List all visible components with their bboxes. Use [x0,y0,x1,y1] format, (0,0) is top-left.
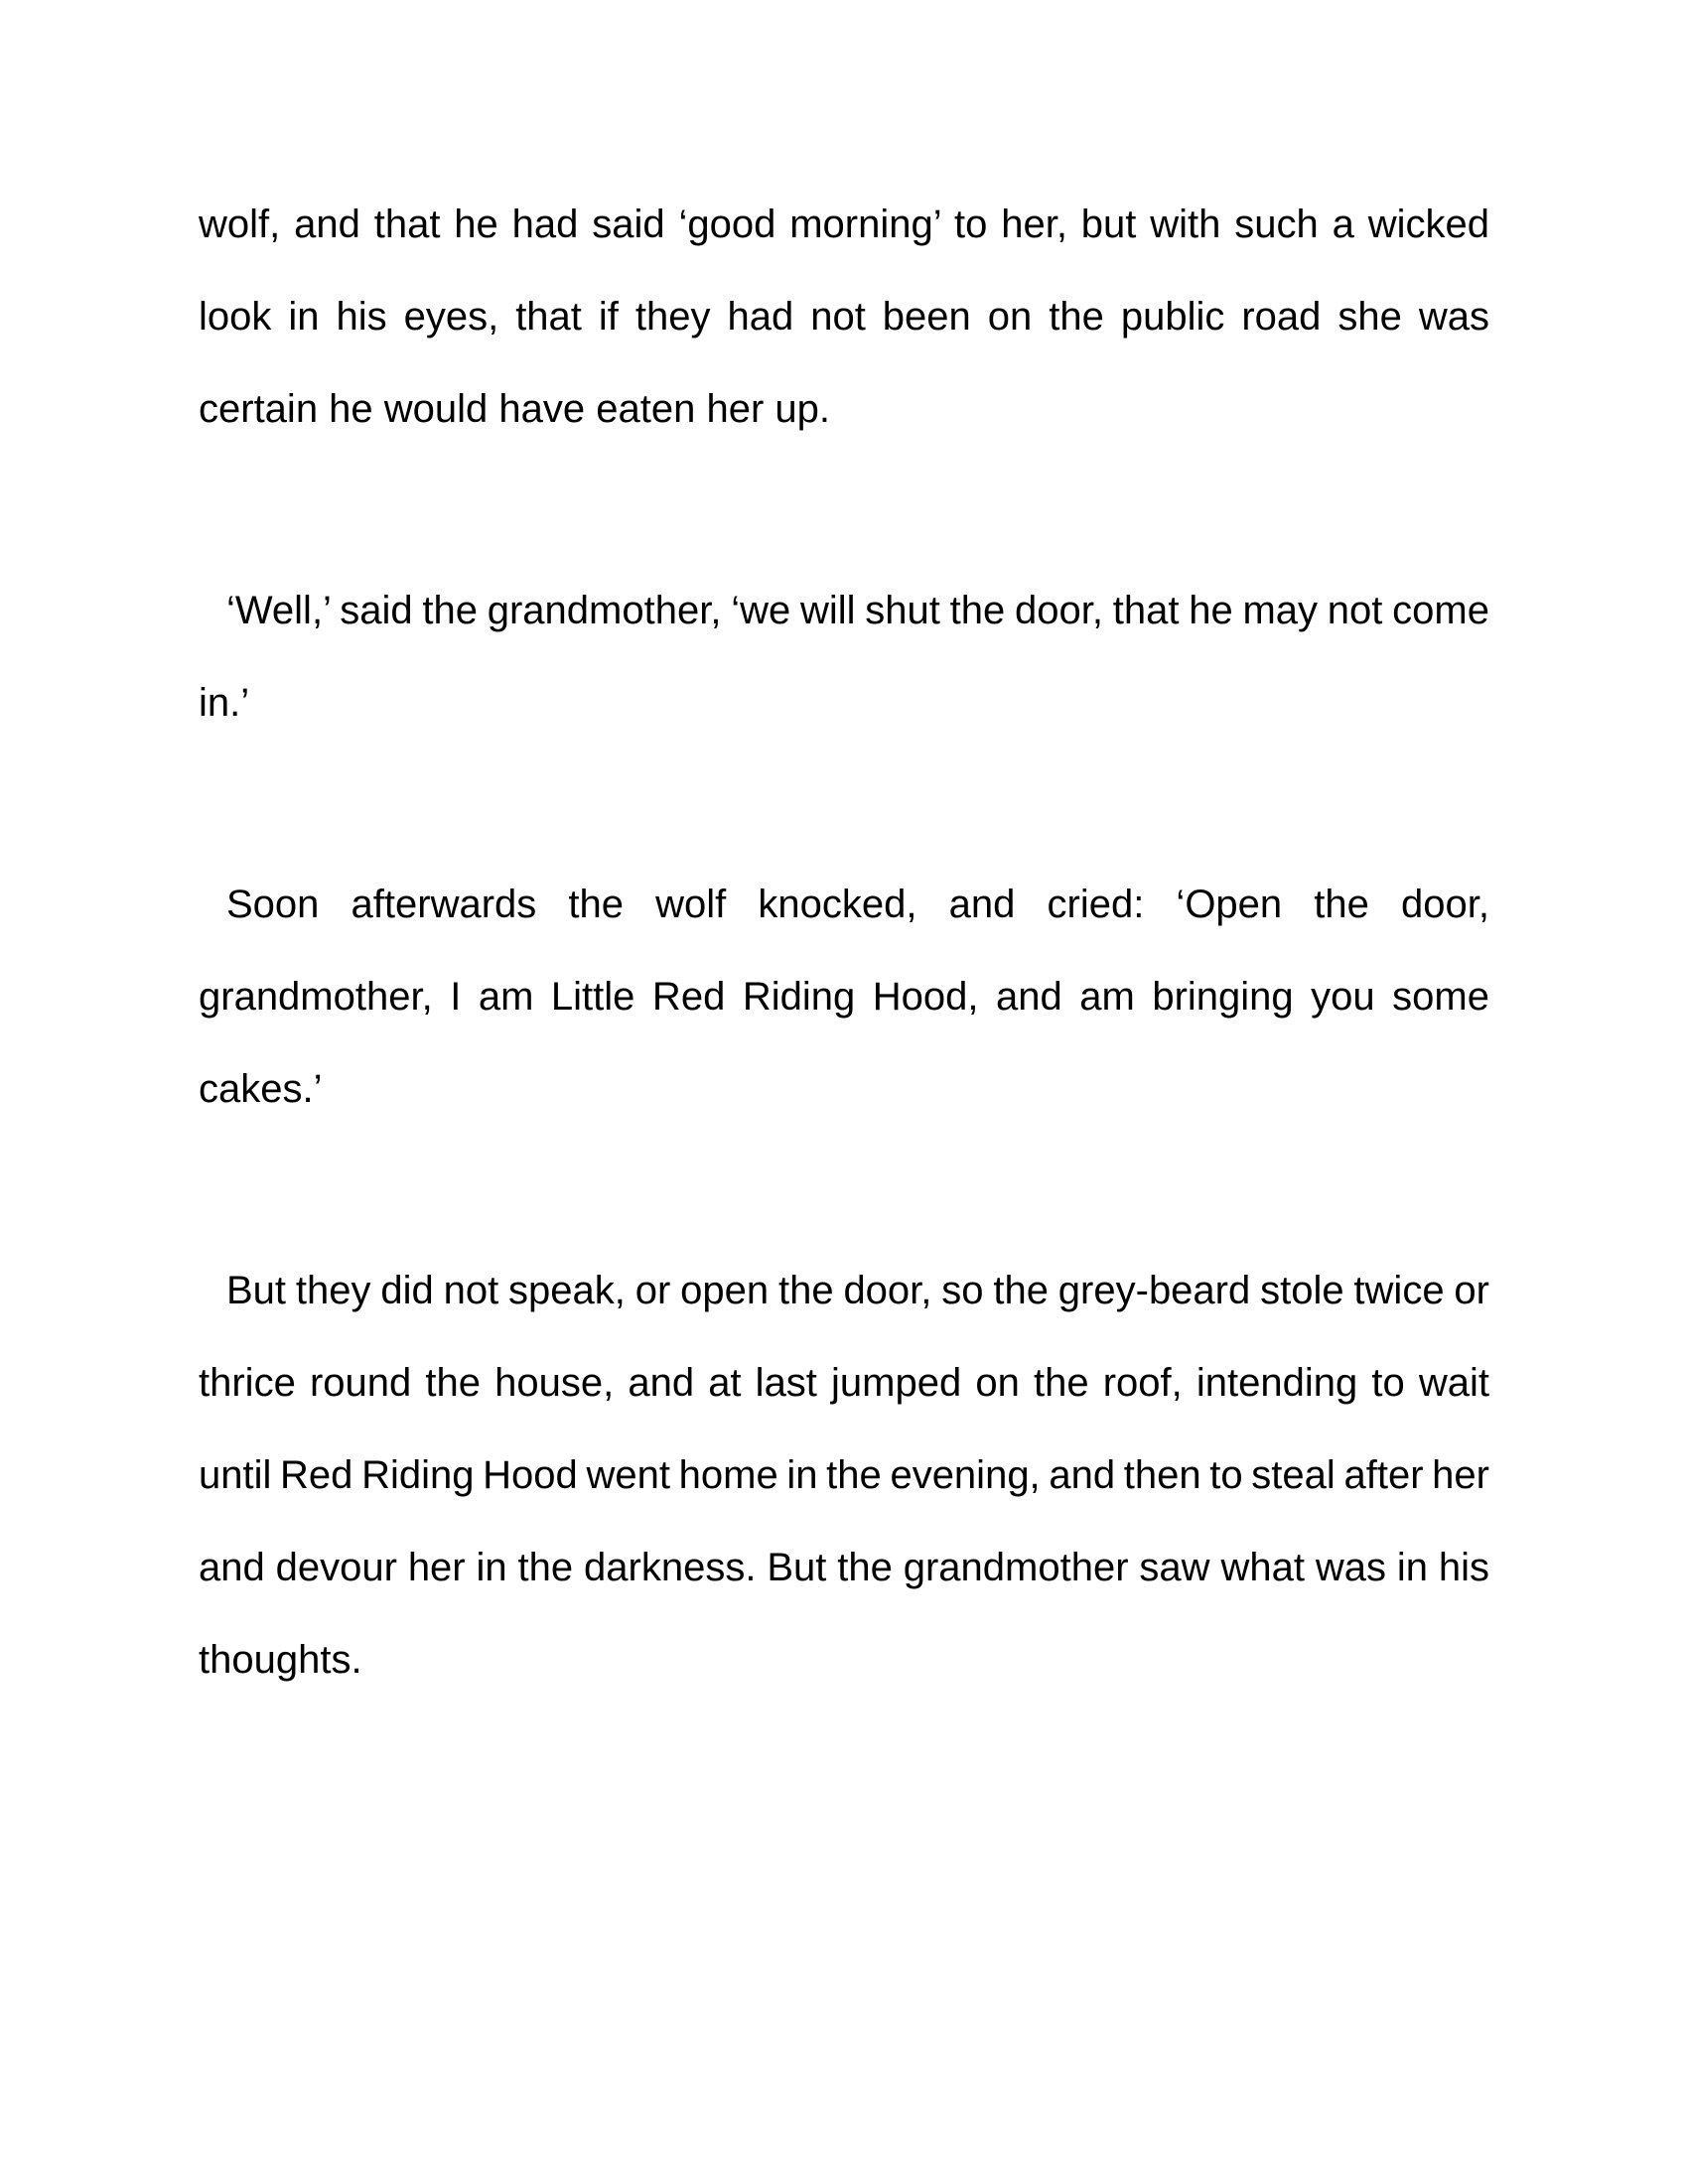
text-line-content: Soon afterwards the wolf knocked, and cried: ‘Open the door, [226,883,1489,926]
paragraph-4 [199,1245,1489,1706]
paragraph-2 [199,565,1489,750]
text-line [199,1043,1489,1136]
text-line [199,565,1489,657]
text-line [199,179,1489,271]
text-line-content: look in his eyes, that if they had not been on the public road she was [199,295,1489,339]
text-line-content: wolf, and that he had said ‘good morning’ to her, but with such a wicked [199,203,1489,246]
text-line-content: and devour her in the darkness. But the grandmother saw what was in his [199,1546,1489,1589]
text-line [199,657,1489,750]
text-line [199,363,1489,456]
text-line-content: grandmother, I am Little Red Riding Hood, and am bringing you some [199,975,1489,1019]
text-line-content: certain he would have eaten her up. [199,387,830,431]
text-line [199,1614,1489,1706]
text-line-content: ‘Well,’ said the grandmother, ‘we will shut the door, that he may not come [226,589,1489,632]
text-line-content: thrice round the house, and at last jumped on the roof, intending to wait [199,1361,1489,1405]
text-line [199,859,1489,951]
paragraph-3 [199,859,1489,1136]
text-line [199,1522,1489,1614]
text-line-content: thoughts. [199,1638,362,1682]
text-line [199,1337,1489,1430]
text-line-content: until Red Riding Hood went home in the evening, and then to steal after her [199,1453,1489,1497]
text-line-content: But they did not speak, or open the door, so the grey-beard stole twice or [226,1269,1489,1312]
text-line [199,1430,1489,1522]
text-line-content: cakes.’ [199,1067,323,1111]
text-line-content: in.’ [199,681,250,725]
text-line [199,1245,1489,1337]
story-text [199,179,1489,1816]
paragraph-1 [199,179,1489,456]
text-line [199,271,1489,363]
text-line [199,951,1489,1043]
